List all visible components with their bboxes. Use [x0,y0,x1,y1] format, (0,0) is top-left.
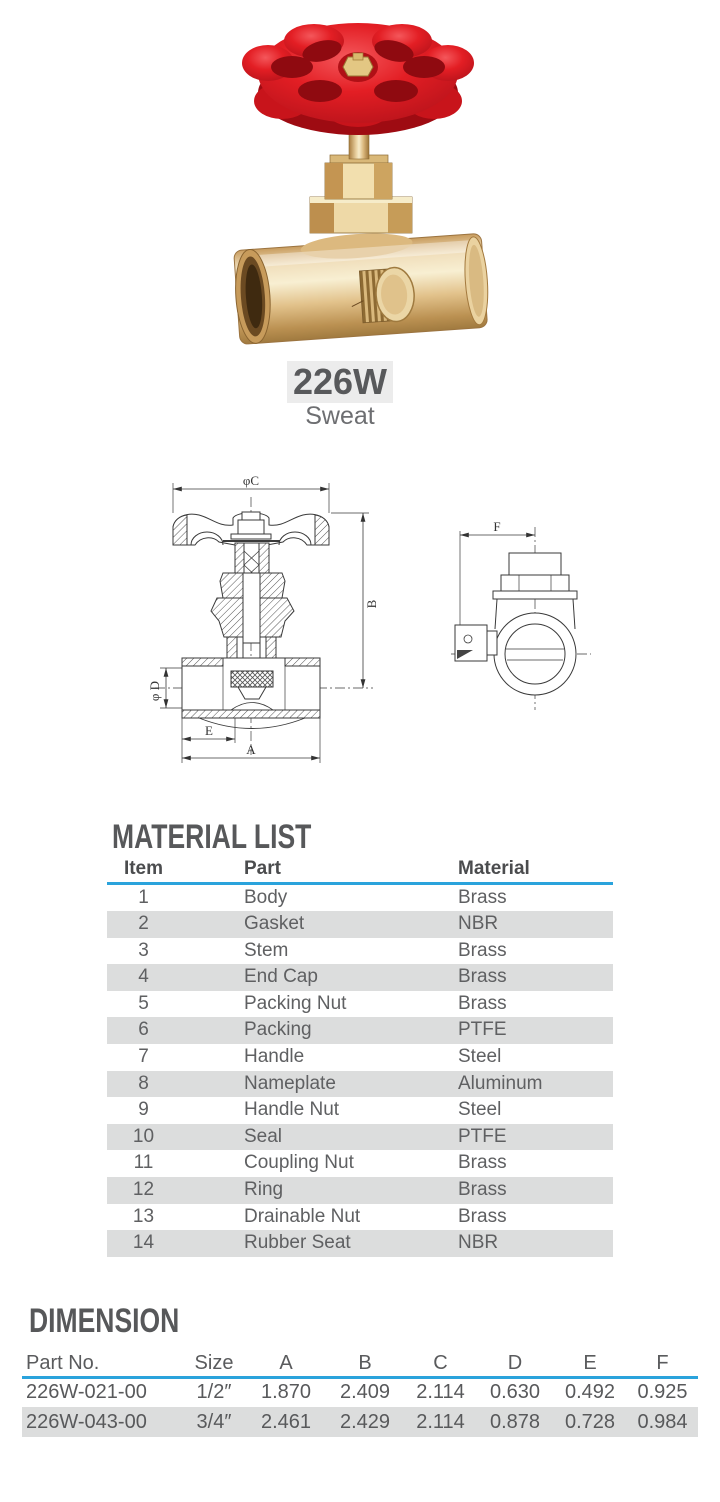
dim-a: 1.870 [260,1381,312,1404]
material-row [107,964,613,991]
dimension-table [22,1351,698,1437]
material-name: Aluminum [458,1072,543,1094]
material-header-row [107,857,613,883]
material-name: NBR [458,1232,499,1254]
part-name: Body [244,886,288,908]
material-row [107,883,613,911]
dimension-header-row [22,1351,698,1377]
material-header-material: Material [420,857,613,883]
item-no: 12 [132,1179,155,1201]
dim-d: 0.630 [489,1381,541,1404]
material-name: Brass [458,939,507,961]
material-name: Brass [458,992,507,1014]
dim-header-partno: Part No. [22,1351,182,1377]
material-name: NBR [458,913,499,935]
bonnet-nut [310,197,412,233]
material-row [107,1230,613,1257]
dim-label-b: B [364,599,379,609]
material-header-item: Item [107,857,180,883]
dim-d: 0.878 [489,1410,541,1433]
technical-drawing-svg [135,455,605,785]
item-no: 7 [138,1046,149,1068]
dim-header-size: Size [182,1351,246,1377]
valve-photo-illustration [222,5,522,355]
part-name: Rubber Seat [244,1232,351,1254]
dim-label-f: F [493,519,501,534]
item-no: 6 [138,1019,149,1041]
material-row [107,911,613,938]
item-no: 9 [138,1099,149,1121]
dim-c: 2.114 [416,1410,465,1433]
material-row [107,1097,613,1124]
dim-header-d: D [477,1351,553,1377]
dim-b: 2.409 [339,1381,391,1404]
side-view [451,527,591,710]
item-no: 3 [138,939,149,961]
item-no: 11 [133,1152,154,1174]
material-name: Brass [458,1152,507,1174]
dim-header-e: E [553,1351,627,1377]
material-name: Steel [458,1099,502,1121]
item-no: 1 [138,886,149,908]
dim-header-f: F [627,1351,698,1377]
dimension-row [22,1377,698,1407]
part-name: Gasket [244,913,305,935]
product-photo [222,5,522,355]
item-no: 2 [138,913,149,935]
material-list-table [107,857,613,1257]
material-name: Steel [458,1046,502,1068]
item-no: 14 [132,1232,155,1254]
dim-f: 0.984 [637,1410,688,1433]
part-name: Seal [244,1125,283,1147]
material-name: Brass [458,1179,507,1201]
material-row [107,1044,613,1071]
material-name: PTFE [458,1125,507,1147]
part-name: Packing Nut [244,992,347,1014]
dim-c: 2.114 [416,1381,465,1404]
material-row [107,1177,613,1204]
part-number: 226W-021-00 [26,1381,147,1404]
material-name: Brass [458,1205,507,1227]
material-list-title: MATERIAL LIST [112,818,312,856]
part-name: Coupling Nut [244,1152,354,1174]
material-row [107,1150,613,1177]
dim-b: 2.429 [339,1410,391,1433]
dim-a: 2.461 [260,1410,312,1433]
technical-drawing [135,455,605,785]
dim-header-b: B [326,1351,404,1377]
dim-header-c: C [404,1351,477,1377]
item-no: 4 [138,966,149,988]
valve-body [232,225,491,344]
material-name: Brass [458,886,507,908]
front-section-view [155,483,373,763]
item-no: 8 [138,1072,149,1094]
material-row [107,1124,613,1151]
part-number: 226W-043-00 [26,1410,147,1433]
part-name: Nameplate [244,1072,336,1094]
part-name: Handle Nut [244,1099,340,1121]
packing-nut [325,155,392,199]
material-name: Brass [458,966,507,988]
size-value: 3/4″ [196,1410,232,1433]
part-name: Stem [244,939,289,961]
part-name: Ring [244,1179,284,1201]
connection-type-label: Sweat [305,402,375,430]
part-name: End Cap [244,966,318,988]
dim-e: 0.728 [564,1410,616,1433]
material-row [107,991,613,1018]
dim-label-e: E [205,723,213,738]
size-value: 1/2″ [196,1381,232,1404]
material-row [107,1071,613,1098]
dimension-row [22,1407,698,1437]
item-no: 13 [132,1205,155,1227]
dim-label-c: φC [242,473,260,488]
part-name: Drainable Nut [244,1205,361,1227]
dim-f: 0.925 [637,1381,688,1404]
material-row [107,1204,613,1231]
item-no: 10 [132,1125,155,1147]
part-name: Handle [244,1046,305,1068]
material-name: PTFE [458,1019,507,1041]
part-name: Packing [244,1019,312,1041]
dim-header-a: A [246,1351,326,1377]
dimension-title: DIMENSION [29,1302,180,1340]
material-row [107,1017,613,1044]
dim-label-d: φ D [147,680,162,702]
material-row [107,938,613,965]
item-no: 5 [138,992,149,1014]
material-header-part: Part [180,857,420,883]
model-badge: 226W [287,361,393,403]
dim-label-a: A [246,742,256,757]
dim-e: 0.492 [564,1381,616,1404]
handwheel [242,23,474,135]
